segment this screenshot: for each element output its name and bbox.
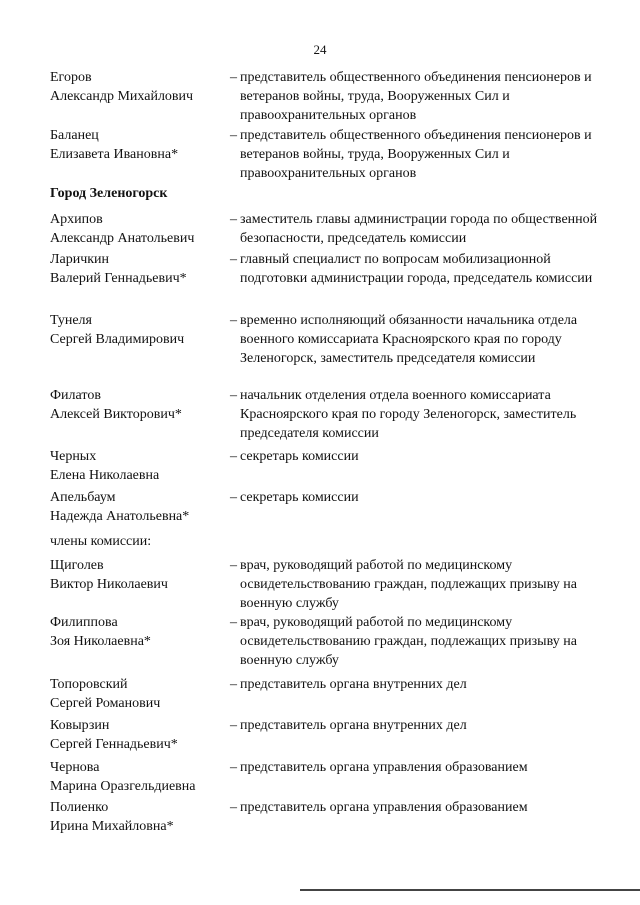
dash: – bbox=[230, 313, 237, 328]
role-text: врач, руководящий работой по медицинскому освидетельствованию граждан, подлежащих призыву на военную службу bbox=[240, 615, 577, 668]
person-name bbox=[50, 386, 225, 424]
surname: Ковырзин bbox=[50, 718, 110, 733]
surname: Егоров bbox=[50, 70, 92, 85]
role-description bbox=[230, 68, 610, 125]
role-description bbox=[230, 675, 610, 694]
given-name: Виктор Николаевич bbox=[50, 577, 168, 592]
bottom-rule bbox=[300, 889, 640, 891]
person-name bbox=[50, 447, 225, 485]
person-name bbox=[50, 556, 225, 594]
role-description bbox=[230, 556, 610, 613]
surname: Чернова bbox=[50, 760, 100, 775]
dash: – bbox=[230, 677, 237, 692]
role-text: представитель общественного объединения пенсионеров и ветеранов войны, труда, Вооруженных Сил и правоохранительных органов bbox=[240, 70, 592, 123]
surname: Баланец bbox=[50, 128, 99, 143]
dash: – bbox=[230, 760, 237, 775]
role-description bbox=[230, 386, 610, 443]
dash: – bbox=[230, 718, 237, 733]
dash: – bbox=[230, 449, 237, 464]
person-name bbox=[50, 716, 225, 754]
person-name bbox=[50, 675, 225, 713]
role-description bbox=[230, 210, 610, 248]
role-text: начальник отделения отдела военного комиссариата Красноярского края по городу Зеленогорск, заместитель председателя комиссии bbox=[240, 388, 577, 441]
role-description bbox=[230, 311, 610, 368]
role-text: представитель органа внутренних дел bbox=[240, 677, 467, 692]
role-description bbox=[230, 447, 610, 466]
given-name: Александр Михайлович bbox=[50, 89, 194, 104]
given-name: Елизавета Ивановна* bbox=[50, 147, 179, 162]
surname: Филатов bbox=[50, 388, 101, 403]
section-heading: Город Зеленогорск bbox=[50, 186, 168, 201]
dash: – bbox=[230, 800, 237, 815]
given-name: Александр Анатольевич bbox=[50, 231, 195, 246]
surname: Тунеля bbox=[50, 313, 92, 328]
dash: – bbox=[230, 252, 237, 267]
surname: Апельбаум bbox=[50, 490, 116, 505]
person-name bbox=[50, 798, 225, 836]
surname: Архипов bbox=[50, 212, 103, 227]
person-name bbox=[50, 68, 225, 106]
members-label: члены комиссии: bbox=[50, 534, 152, 549]
given-name: Зоя Николаевна* bbox=[50, 634, 151, 649]
role-description bbox=[230, 758, 610, 777]
role-text: секретарь комиссии bbox=[240, 490, 359, 505]
surname: Ларичкин bbox=[50, 252, 110, 267]
role-text: главный специалист по вопросам мобилизационной подготовки администрации города, председатель комиссии bbox=[240, 252, 593, 286]
surname: Полиенко bbox=[50, 800, 109, 815]
given-name: Ирина Михайловна* bbox=[50, 819, 174, 834]
role-description bbox=[230, 250, 610, 288]
role-text: секретарь комиссии bbox=[240, 449, 359, 464]
given-name: Марина Оразгельдиевна bbox=[50, 779, 196, 794]
given-name: Валерий Геннадьевич* bbox=[50, 271, 187, 286]
dash: – bbox=[230, 490, 237, 505]
role-description bbox=[230, 798, 610, 817]
person-name bbox=[50, 311, 225, 349]
given-name: Сергей Геннадьевич* bbox=[50, 737, 178, 752]
surname: Филиппова bbox=[50, 615, 118, 630]
given-name: Сергей Владимирович bbox=[50, 332, 185, 347]
person-name bbox=[50, 126, 225, 164]
person-name bbox=[50, 250, 225, 288]
given-name: Надежда Анатольевна* bbox=[50, 509, 190, 524]
dash: – bbox=[230, 212, 237, 227]
person-name bbox=[50, 758, 225, 796]
page-number: 24 bbox=[313, 42, 327, 57]
dash: – bbox=[230, 70, 237, 85]
role-description bbox=[230, 716, 610, 735]
role-text: представитель органа управления образованием bbox=[240, 800, 528, 815]
role-text: заместитель главы администрации города по общественной безопасности, председатель комиссии bbox=[240, 212, 598, 246]
given-name: Елена Николаевна bbox=[50, 468, 160, 483]
surname: Топоровский bbox=[50, 677, 128, 692]
surname: Черных bbox=[50, 449, 97, 464]
role-description bbox=[230, 488, 610, 507]
dash: – bbox=[230, 128, 237, 143]
role-description bbox=[230, 613, 610, 670]
role-text: врач, руководящий работой по медицинскому освидетельствованию граждан, подлежащих призыву на военную службу bbox=[240, 558, 577, 611]
person-name bbox=[50, 613, 225, 651]
role-text: представитель органа внутренних дел bbox=[240, 718, 467, 733]
role-text: представитель общественного объединения пенсионеров и ветеранов войны, труда, Вооруженных Сил и правоохранительных органов bbox=[240, 128, 592, 181]
person-name bbox=[50, 488, 225, 526]
role-description bbox=[230, 126, 610, 183]
dash: – bbox=[230, 615, 237, 630]
surname: Щиголев bbox=[50, 558, 104, 573]
dash: – bbox=[230, 558, 237, 573]
role-text: представитель органа управления образованием bbox=[240, 760, 528, 775]
person-name bbox=[50, 210, 225, 248]
given-name: Алексей Викторович* bbox=[50, 407, 182, 422]
role-text: временно исполняющий обязанности начальника отдела военного комиссариата Красноярского края по городу Зеленогорск, заместитель председателя комиссии bbox=[240, 313, 578, 366]
given-name: Сергей Романович bbox=[50, 696, 161, 711]
dash: – bbox=[230, 388, 237, 403]
